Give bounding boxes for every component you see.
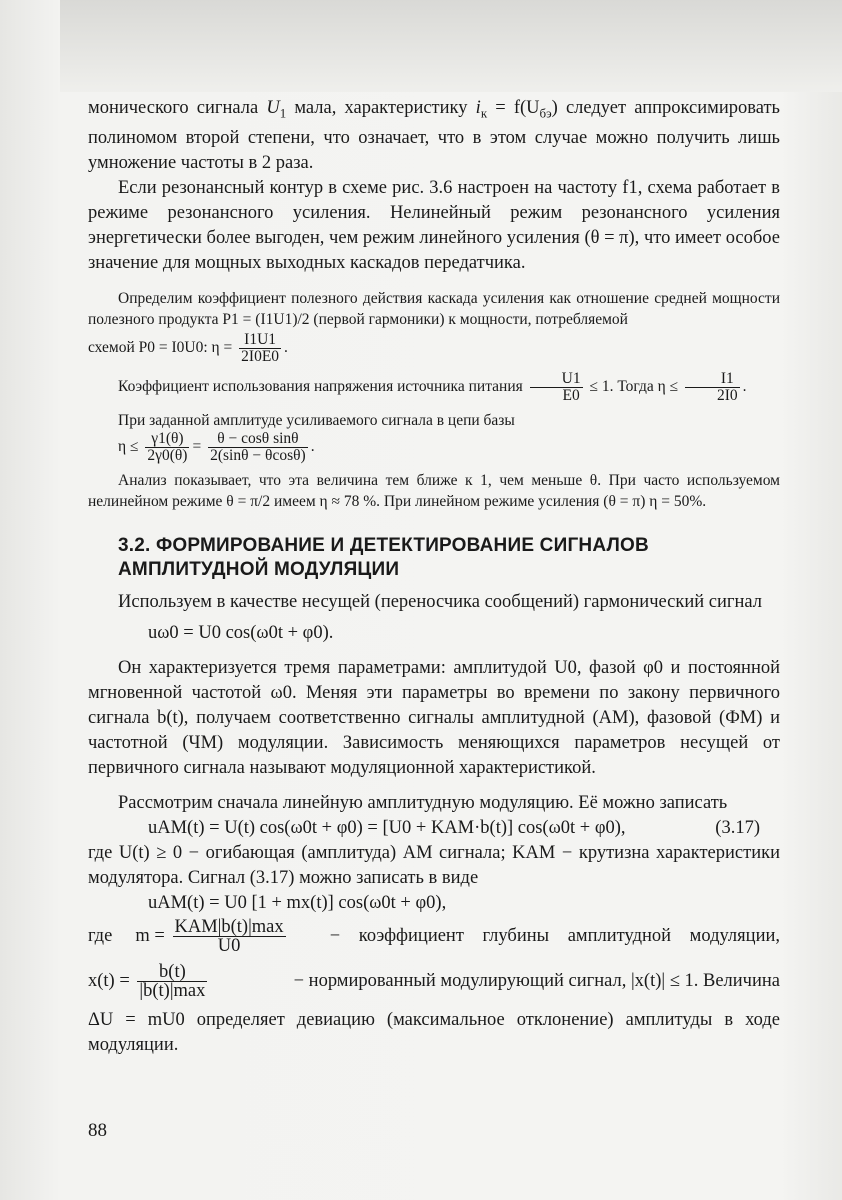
- voltage-utilization: Коэффициент использования напряжения источника питания $\frac{U1}{E0}$ ≤ 1. Тогда η ≤ $\frac{I1}{2I0}$ .: [118, 369, 747, 404]
- carrier-paragraph: Используем в качестве несущей (переносчика сообщений) гармонический сигнал: [118, 591, 762, 612]
- base-signal-line: При заданной амплитуде усиливаемого сигнала в цепи базы: [118, 411, 515, 429]
- am-equation: uАМ(t) = U0 [1 + mx(t)] cos(ω0t + φ0),: [148, 892, 447, 913]
- page-content: [88, 96, 780, 1058]
- analysis-paragraph: Анализ показывает, что эта величина тем ближе к 1, чем меньше θ. При часто используемом нелинейном режиме θ = π/2 имеем η ≈ 78 %. При линейном режиме усиления (θ = π) η = 50%.: [88, 471, 780, 510]
- deviation-paragraph: ΔU = mU0 определяет девиацию (максимальное отклонение) амплитуды в ходе модуляции.: [88, 1009, 780, 1055]
- page-number: 88: [88, 1120, 107, 1141]
- envelope-paragraph: где U(t) ≥ 0 − огибающая (амплитуда) АМ сигнала; KАМ − крутизна характеристики модулятора. Сигнал (3.17) можно записать в виде: [88, 842, 780, 888]
- section-heading: 3.2. ФОРМИРОВАНИЕ И ДЕТЕКТИРОВАНИЕ СИГНАЛОВ АМПЛИТУДНОЙ МОДУЛЯЦИИ: [118, 534, 649, 580]
- efficiency-formula: схемой P0 = I0U0: η = $\frac{I1U1}{2I0E0}$ .: [88, 330, 288, 365]
- modulation-depth-line: где m = $\frac{\text{KАМ|b(t)|max}}{U0}$ − коэффициент глубины амплитудной модуляции,: [88, 916, 780, 956]
- efficiency-paragraph: Определим коэффициент полезного действия каскада усиления как отношение средней мощности полезного продукта P1 = (I1U1)/2 (первой гармоники) к мощности, потребляемой: [88, 289, 780, 328]
- efficiency-bound-formula: η ≤ $\frac{\gamma 1(\theta)}{2\gamma 0(\theta)}$ = $\frac{\text{θ − cosθ sinθ}}{2(\sin\theta - \theta\cos\theta)}$ .: [118, 429, 315, 464]
- scan-shadow: [60, 0, 842, 92]
- parameters-paragraph: Он характеризуется тремя параметрами: амплитудой U0, фазой φ0 и постоянной мгновенной частотой ω0. Меняя эти параметры во времени по закону первичного сигнала b(t), получаем соответственно сигналы амплитудной (АМ), фазовой (ФМ) и частотной (ЧМ) модуляции. Зависимость меняющихся параметров несущей от первичного сигнала называют модуляционной характеристикой.: [88, 657, 780, 778]
- linear-am-paragraph: Рассмотрим сначала линейную амплитудную модуляцию. Её можно записать: [118, 792, 728, 813]
- resonant-paragraph: Если резонансный контур в схеме рис. 3.6 настроен на частоту f1, схема работает в режиме резонансного усиления. Нелинейный режим резонансного усиления энергетически более выгоден, чем режим линейного усиления (θ = π), что имеет особое значение для мощных выходных каскадов передатчика.: [88, 177, 780, 273]
- carrier-equation: uω0 = U0 cos(ω0t + φ0).: [148, 622, 334, 643]
- top-paragraph: монического сигнала $U_1$ мала, характеристику $i_к = f(U_{бэ})$ следует аппроксимировать полиномом второй степени, что означает, что в этом случае можно получить лишь умножение частоты в 2 раза.: [88, 98, 780, 173]
- equation-number: (3.17): [715, 817, 760, 838]
- normalized-signal-line: x(t) = $\frac{b(t)}{|b(t)|\max}$ − нормированный модулирующий сигнал, |x(t)| ≤ 1. Величина: [88, 961, 780, 1001]
- equation-3-17: uАМ(t) = U(t) cos(ω0t + φ0) = [U0 + KАМ·b(t)] cos(ω0t + φ0), (3.17): [88, 816, 780, 841]
